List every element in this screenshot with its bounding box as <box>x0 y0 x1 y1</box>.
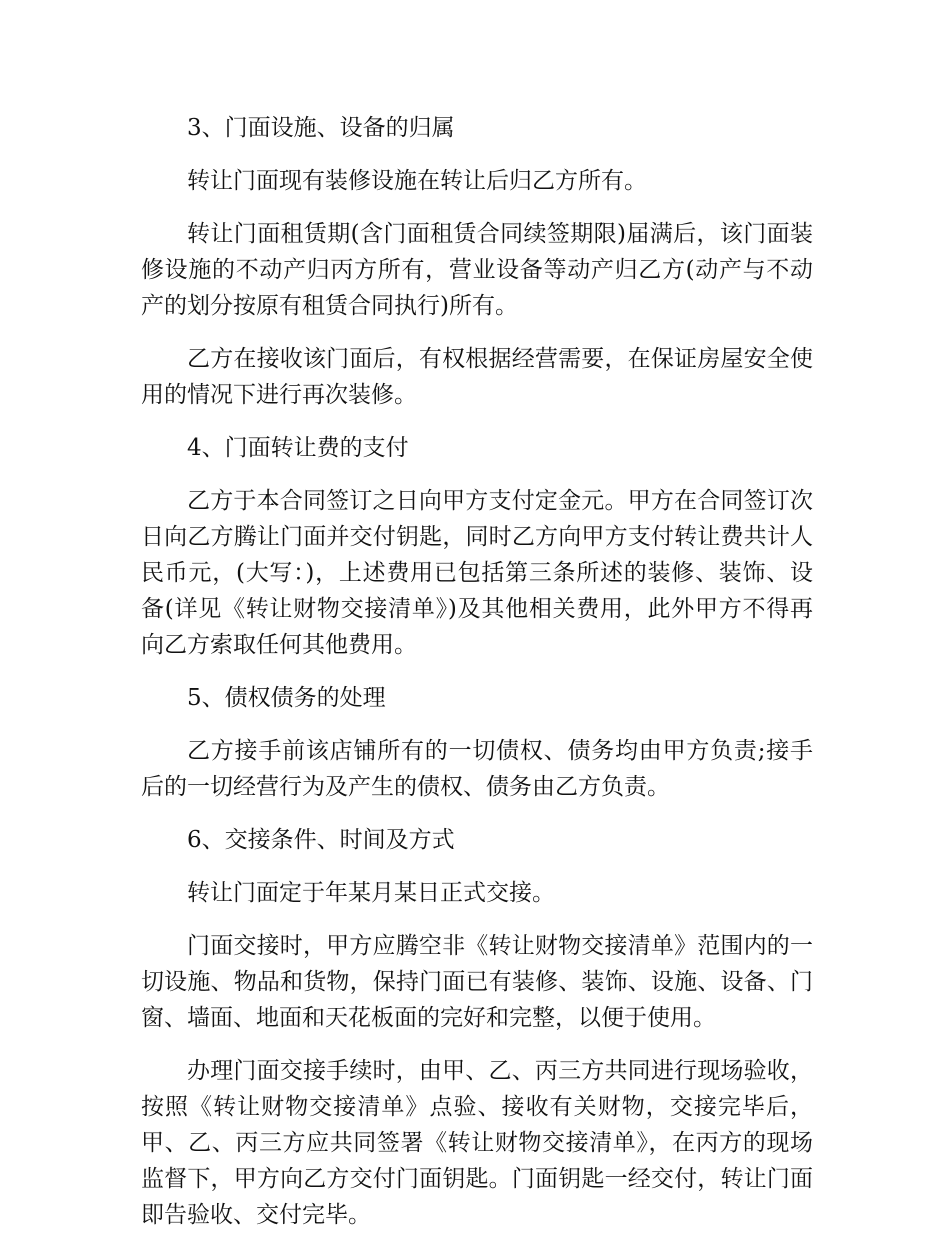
paragraph-lease-expiry: 转让门面租赁期(含门面租赁合同续签期限)届满后，该门面装修设施的不动产归丙方所有，营业设备等动产归乙方(动产与不动产的划分按原有租赁合同执行)所有。 <box>141 221 813 319</box>
paragraph-handover-condition: 门面交接时，甲方应腾空非《转让财物交接清单》范围内的一切设施、物品和货物，保持门面已有装修、装饰、设施、设备、门窗、墙面、地面和天花板面的完好和完整，以便于使用。 <box>141 933 813 1031</box>
paragraph-handover-date: 转让门面定于年某月某日正式交接。 <box>187 880 555 906</box>
section-heading-facilities: 3、门面设施、设备的归属 <box>187 115 455 141</box>
paragraph-renovation-right: 乙方在接收该门面后，有权根据经营需要，在保证房屋安全使用的情况下进行再次装修。 <box>141 346 813 408</box>
paragraph-debts: 乙方接手前该店铺所有的一切债权、债务均由甲方负责;接手后的一切经营行为及产生的债权、债务由乙方负责。 <box>141 738 813 800</box>
section-heading-debts: 5、债权债务的处理 <box>187 685 386 711</box>
paragraph-handover-procedure: 办理门面交接手续时，由甲、乙、丙三方共同进行现场验收，按照《转让财物交接清单》点验、接收有关财物，交接完毕后，甲、乙、丙三方应共同签署《转让财物交接清单》，在丙方的现场监督下，甲方向乙方交付门面钥匙。门面钥匙一经交付，转让门面即告验收、交付完毕。 <box>141 1058 813 1228</box>
section-heading-payment: 4、门面转让费的支付 <box>187 435 409 461</box>
paragraph-facilities-ownership: 转让门面现有装修设施在转让后归乙方所有。 <box>187 168 647 194</box>
paragraph-payment-terms: 乙方于本合同签订之日向甲方支付定金元。甲方在合同签订次日向乙方腾让门面并交付钥匙，同时乙方向甲方支付转让费共计人民币元，(大写：)，上述费用已包括第三条所述的装修、装饰、设备(详见《转让财物交接清单》)及其他相关费用，此外甲方不得再向乙方索取任何其他费用。 <box>141 488 813 658</box>
section-heading-handover: 6、交接条件、时间及方式 <box>187 827 455 853</box>
document-body <box>141 110 813 1250</box>
